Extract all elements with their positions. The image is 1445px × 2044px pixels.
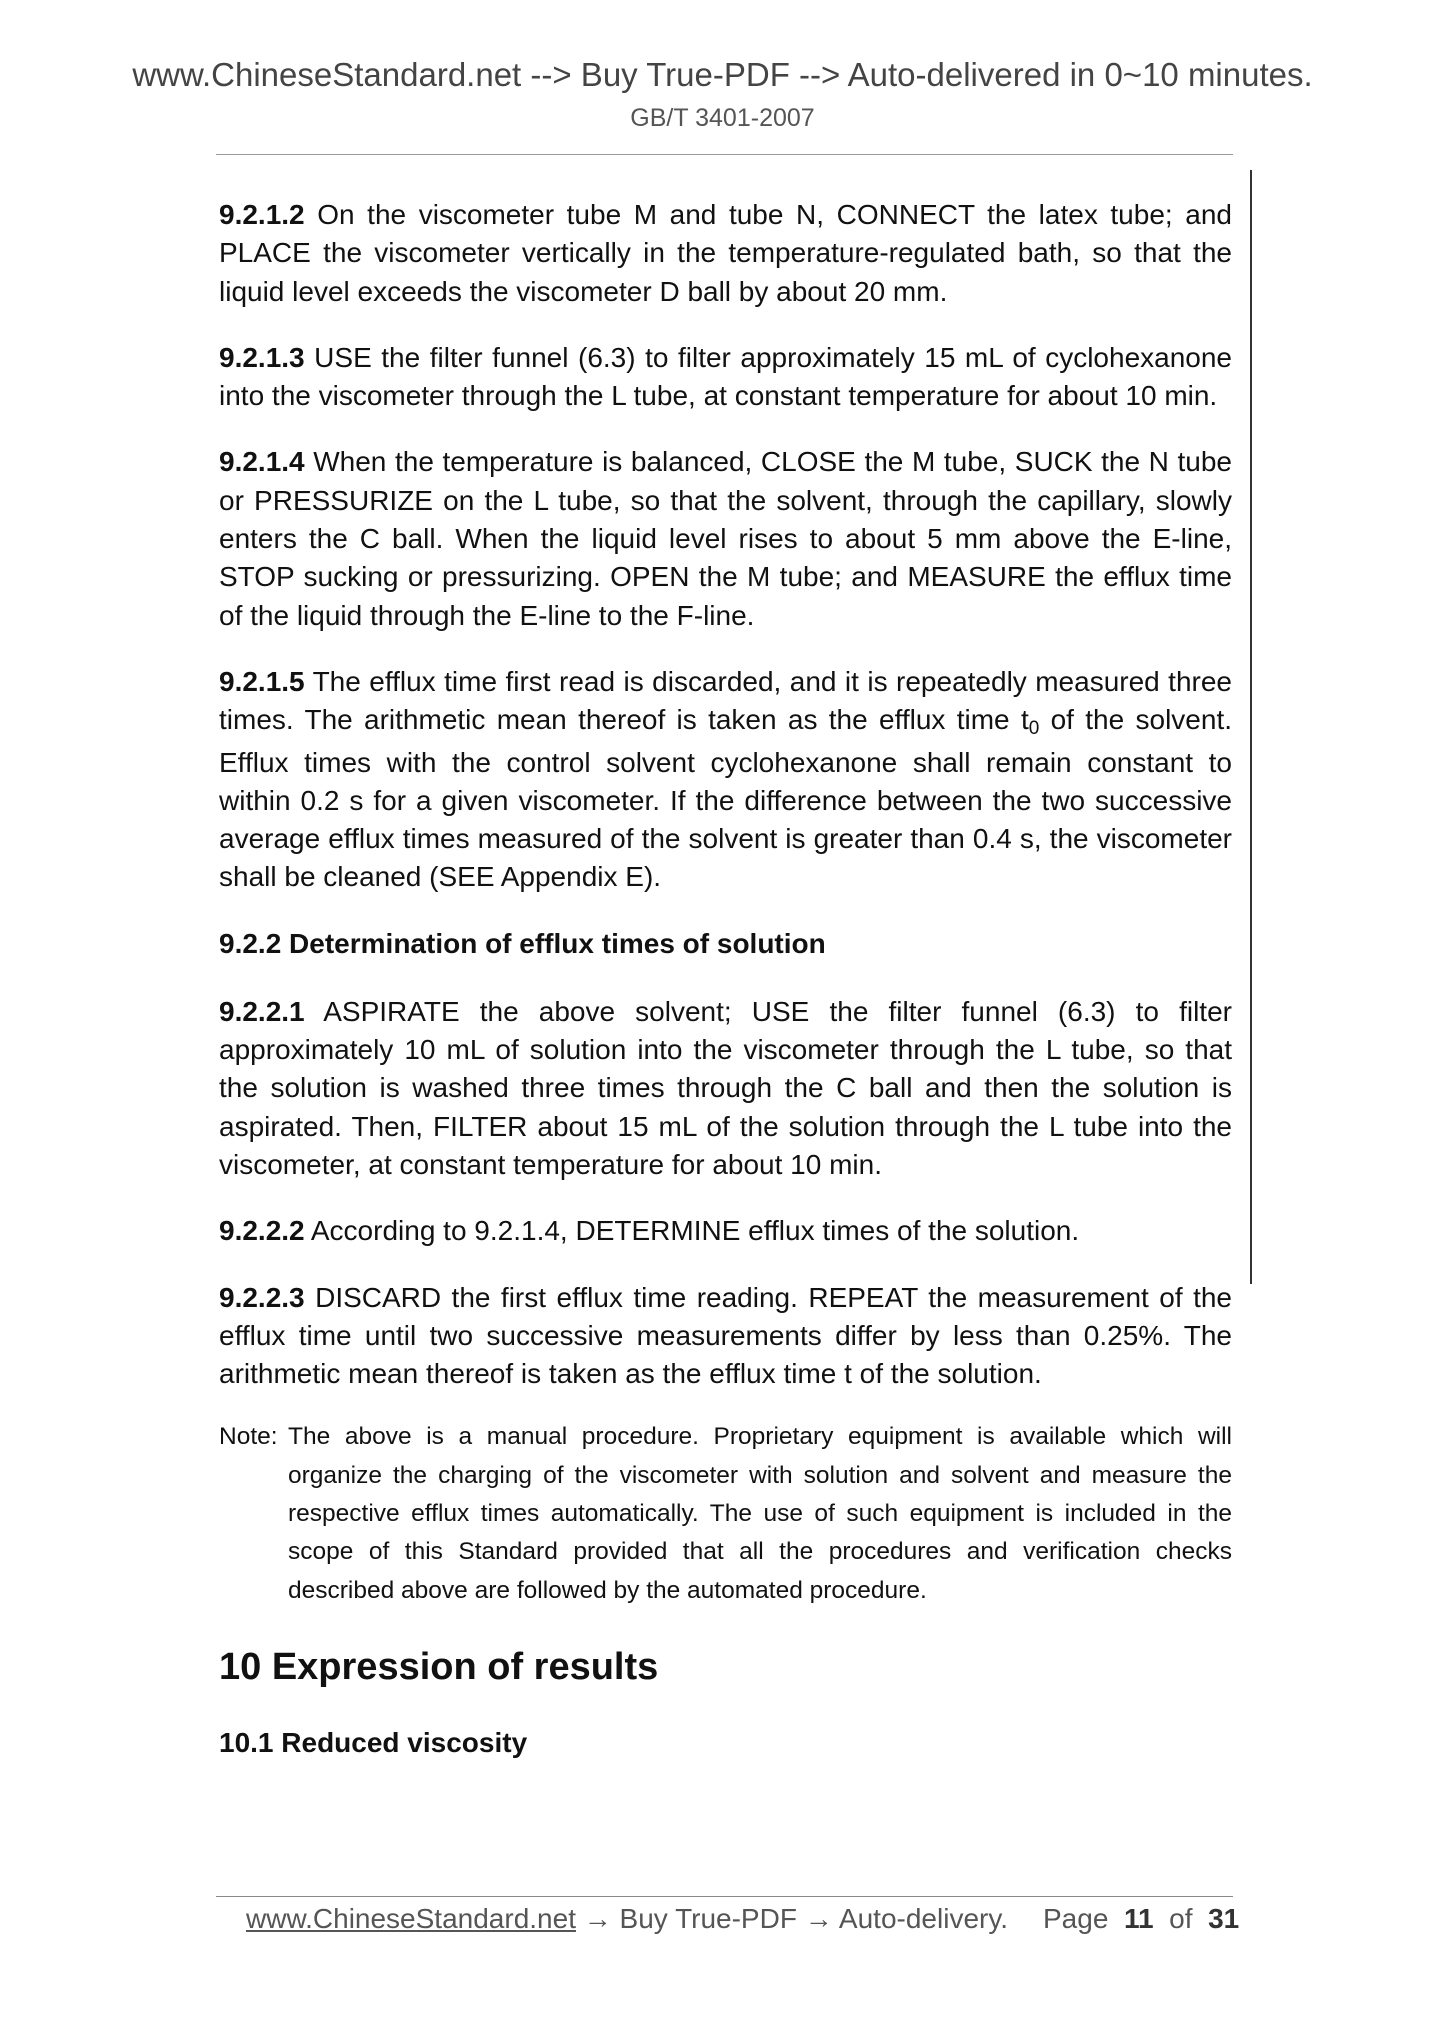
subsection-heading-10-1: 10.1 Reduced viscosity: [219, 1726, 528, 1758]
clause-text: According to 9.2.1.4, DETERMINE efflux times of the solution.: [304, 1215, 1080, 1247]
clause-text: When the temperature is balanced, CLOSE the M tube, SUCK the N tube or PRESSURIZE on the L tube, so that the solvent, through the capillary, slowly enters the C ball. When the liquid level rises to about 5 mm above the E-line, STOP sucking or pressurizing. OPEN the M tube; and MEASURE the efflux time of the liquid through the E-line to the F-line.: [219, 446, 1232, 631]
subscript: 0: [1028, 718, 1040, 740]
change-bar: [1250, 170, 1252, 1284]
clause-text: ASPIRATE the above solvent; USE the filter funnel (6.3) to filter approximately 10 mL of solution into the viscometer through the L tube, so that the solution is washed three times through the C ball and then the solution is aspirated. Then, FILTER about 15 mL of the solution through the L tube into the viscometer, at constant temperature for about 10 min.: [219, 995, 1232, 1180]
note-label: Note:: [219, 1423, 278, 1451]
current-page: 11: [1123, 1903, 1154, 1934]
page-number: [1043, 1903, 1239, 1935]
footer-website-link[interactable]: www.ChineseStandard.net: [246, 1903, 576, 1934]
clause-text: DISCARD the first efflux time reading. REPEAT the measurement of the efflux time until two successive measurements differ by less than 0.25%. The arithmetic mean thereof is taken as the efflux time t of the solution.: [219, 1281, 1232, 1390]
clause-number: 9.2.1.5: [219, 665, 305, 697]
clause-number: 9.2.1.2: [219, 199, 305, 230]
clause-number: 9.2.2.3: [219, 1281, 305, 1313]
clause-number: 9.2.2.2: [219, 1215, 305, 1247]
clause-text: On the viscometer tube M and tube N, CONNECT the latex tube; and PLACE the viscometer vertically in the temperature-regulated bath, so that the liquid level exceeds the viscometer D ball by about 20 mm.: [219, 199, 1232, 307]
clause-number: 9.2.1.3: [219, 341, 305, 373]
header-banner: www.ChineseStandard.net --> Buy True-PDF --> Auto-delivered in 0~10 minutes.: [132, 56, 1313, 93]
clause-9-2-1-2: [219, 196, 1232, 311]
page-word: Page: [1043, 1903, 1109, 1934]
clause-9-2-1-5: [219, 663, 1232, 897]
clause-9-2-1-4: [219, 443, 1232, 634]
clause-9-2-1-3: [219, 339, 1232, 416]
section-heading-10: 10 Expression of results: [219, 1645, 659, 1688]
document-body: [219, 196, 1232, 1762]
clause-heading-9-2-2: 9.2.2 Determination of efflux times of solution: [219, 927, 826, 959]
clause-number: 9.2.2.1: [219, 995, 305, 1027]
total-pages: 31: [1208, 1903, 1240, 1934]
footer-divider: [216, 1896, 1233, 1897]
header-divider: [216, 154, 1233, 155]
footer-promo: [246, 1903, 1008, 1935]
footer-promo-text: → Buy True-PDF → Auto-delivery.: [575, 1903, 1009, 1934]
standard-number: GB/T 3401-2007: [630, 104, 815, 132]
clause-9-2-2-3: [219, 1279, 1232, 1394]
clause-9-2-2-2: [219, 1212, 1232, 1250]
clause-text-continued: of the solvent. Efflux times with the control solvent cyclohexanone shall remain constant to within 0.2 s for a given viscometer. If the difference between the two successive average efflux times measured of the solvent is greater than 0.4 s, the viscometer shall be cleaned (SEE Appendix E).: [219, 704, 1232, 893]
clause-text: The efflux time first read is discarded, and it is repeatedly measured three times. The arithmetic mean thereof is taken as the efflux time t: [219, 665, 1232, 736]
clause-9-2-2-1: [219, 993, 1232, 1184]
note-text: The above is a manual procedure. Proprietary equipment is available which will organize the charging of the viscometer with solution and solvent and measure the respective efflux times automatically. The use of such equipment is included in the scope of this Standard provided that all the procedures and verification checks described above are followed by the automated procedure.: [288, 1423, 1232, 1604]
of-word: of: [1169, 1903, 1193, 1934]
note: [219, 1418, 1232, 1609]
clause-text: USE the filter funnel (6.3) to filter approximately 15 mL of cyclohexanone into the viscometer through the L tube, at constant temperature for about 10 min.: [219, 341, 1232, 412]
clause-number: 9.2.1.4: [219, 446, 305, 478]
